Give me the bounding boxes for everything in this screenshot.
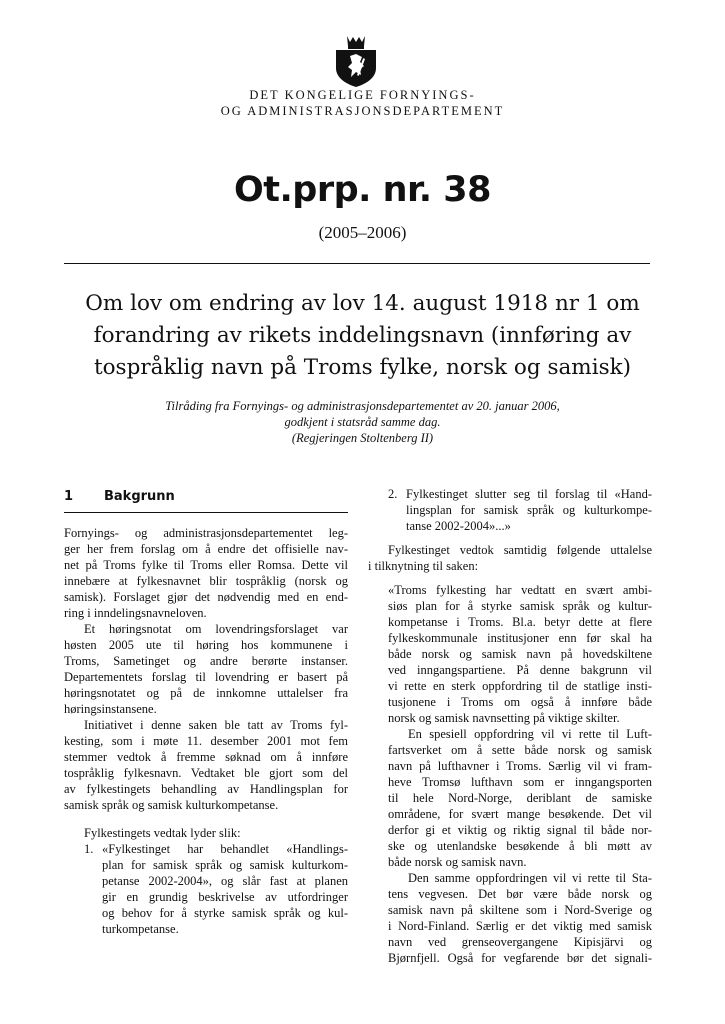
text-line: Fylkestinget vedtok samtidig følgende uttalelse [388, 543, 652, 557]
text-line: i Nord-Finland. Særlig er det viktig med samisk [388, 919, 652, 933]
text-line: plan for samisk språk og samisk kulturkom- [102, 858, 348, 872]
text-line: «Troms fylkesting har vedtatt en svært ambi- [388, 583, 652, 597]
text-line: tens vegvesen. Det bør være både norsk og [388, 887, 652, 901]
paragraph [64, 717, 348, 813]
text-line: tusjonene i Troms om også å innføre både [388, 695, 652, 709]
text-line: siøs plan for å styrke samisk språk og kultur- [388, 599, 652, 613]
text-line: fylkeskommunale institusjoner enn før skal ha [388, 631, 652, 645]
session-years: (2005–2006) [318, 223, 407, 242]
text-line: høringsnotatet og på de innkomne uttalelser fra [64, 686, 348, 700]
coat-of-arms-icon [333, 34, 379, 88]
title-line: tospråklig navn på Troms fylke, norsk og samisk) [93, 355, 632, 380]
section-divider [64, 512, 348, 513]
text-line: derfor gi et viktig og riktig signal til både nor- [388, 823, 652, 837]
title-line: forandring av rikets inddelingsnavn (innføring av [93, 323, 632, 348]
recommendation-line: (Regjeringen Stoltenberg II) [291, 431, 434, 445]
text-line: petanse 2002-2004», og slår fast at planen [102, 874, 348, 888]
text-line: tanse 2002-2004»...» [406, 519, 511, 533]
title-line: Om lov om endring av lov 14. august 1918 nr 1 om [85, 291, 640, 316]
text-line: både norsk og samisk navn på hovedskiltene [388, 647, 652, 661]
text-line: Departementets forslag til lovendring er basert på [64, 670, 348, 684]
text-line: tospråklig fylkesnavn. Vedtaket ble gjort som del [64, 766, 348, 780]
text-line: høsten 2005 ute til høring hos kommunene i [64, 638, 348, 652]
text-line: innebære at fylkesnavnet blir tospråklig (norsk og [64, 574, 348, 588]
text-line: samisk). Forslaget gjør det nødvendig med en end- [64, 590, 348, 604]
text-line: «Fylkestinget har behandlet «Handlings- [102, 842, 348, 856]
text-line: fartsverket om å sette både norsk og samisk [388, 743, 652, 757]
text-line: kompetanse i Troms. Bl.a. betyr dette at flere [388, 615, 652, 629]
right-column [368, 486, 652, 966]
text-line: Fornyings- og administrasjonsdepartementet leg- [64, 526, 348, 540]
text-line: navn på lufthavner i Troms. Særlig vil vi fram- [388, 759, 652, 773]
left-column [64, 486, 348, 937]
text-line: samisk navn på skiltene som i Nord-Sverige og [388, 903, 652, 917]
quotation [368, 582, 652, 966]
department-name-line-1: DET KONGELIGE FORNYINGS- [249, 88, 476, 102]
text-line: heve Tromsø lufthavn som er inngangsporten [388, 775, 652, 789]
text-line: kesting, som i møte 11. desember 2001 mot fem [64, 734, 348, 748]
text-line: ske og utenlandske besøkende å bli møtt av [388, 839, 652, 853]
text-line: samisk språk og samisk kulturkompetanse. [64, 798, 279, 812]
paragraph [368, 542, 652, 574]
text-line: Et høringsnotat om lovendringsforslaget var [84, 622, 348, 636]
text-line: turkompetanse. [102, 922, 179, 936]
recommendation-line: godkjent i statsråd samme dag. [284, 415, 441, 429]
paragraph [64, 525, 348, 621]
text-line: av fylkestingets behandling av Handlingsplan for [64, 782, 348, 796]
list-item [368, 486, 652, 534]
text-line: vi rette en sterk oppfordring til de statlige insti- [388, 679, 652, 693]
text-line: til hele Nord-Norge, deriblant de samiske [388, 791, 652, 805]
list-number: 1. [84, 842, 94, 856]
text-line: både norsk og samisk navn. [388, 855, 527, 869]
text-line: ger her frem forslag om å endre det offisielle nav- [64, 542, 348, 556]
text-line: Troms, Sametinget og andre berørte instanser. [64, 654, 348, 668]
text-line: og behov for å styrke samisk språk og kul- [102, 906, 348, 920]
document-number: Ot.prp. nr. 38 [233, 170, 491, 210]
text-line: ved inngangspartiene. På denne bakgrunn vil [388, 663, 652, 677]
text-line: norsk og samisk navnsetting på viktige skilter. [388, 711, 620, 725]
recommendation-note [60, 398, 665, 446]
text-line: områdene, for svært mange besøkende. Det vil [388, 807, 652, 821]
section-heading [64, 486, 348, 508]
section-title: Bakgrunn [104, 489, 175, 504]
list-item [64, 841, 348, 937]
text-line: navn ved grenseovergangene Kipisjärvi og [388, 935, 652, 949]
header-divider [64, 263, 650, 264]
text-line: lingsplan for samisk språk og kulturkompe- [406, 503, 652, 517]
document-title [60, 288, 665, 384]
text-line: høringsinstansene. [64, 702, 157, 716]
text-line: net på Troms fylke til Troms eller Romsa. Dette vil [64, 558, 348, 572]
text-line: Bjørnfjell. Også for vegfarende bør det signali- [388, 951, 652, 965]
text-line: Initiativet i denne saken ble tatt av Troms fyl- [84, 718, 348, 732]
text-line: i tilknytning til saken: [368, 559, 479, 573]
list-number: 2. [388, 487, 398, 501]
department-name-line-2: OG ADMINISTRASJONSDEPARTEMENT [220, 104, 505, 118]
lead-text: Fylkestingets vedtak lyder slik: [84, 826, 241, 840]
text-line: Fylkestinget slutter seg til forslag til «Hand- [406, 487, 652, 501]
section-number: 1 [64, 489, 74, 504]
text-line: En spesiell oppfordring vil vi rette til Luft- [408, 727, 652, 741]
text-line: gir en grundig beskrivelse av utfordringer [102, 890, 348, 904]
recommendation-line: Tilråding fra Fornyings- og administrasjonsdepartementet av 20. januar 2006, [165, 399, 560, 413]
text-line: Den samme oppfordringen vil vi rette til Sta- [408, 871, 652, 885]
text-line: stemmer vedtok å fremme søknad om å innføre [64, 750, 348, 764]
text-line: ring i inndelingsnavneloven. [64, 606, 207, 620]
paragraph [64, 621, 348, 717]
